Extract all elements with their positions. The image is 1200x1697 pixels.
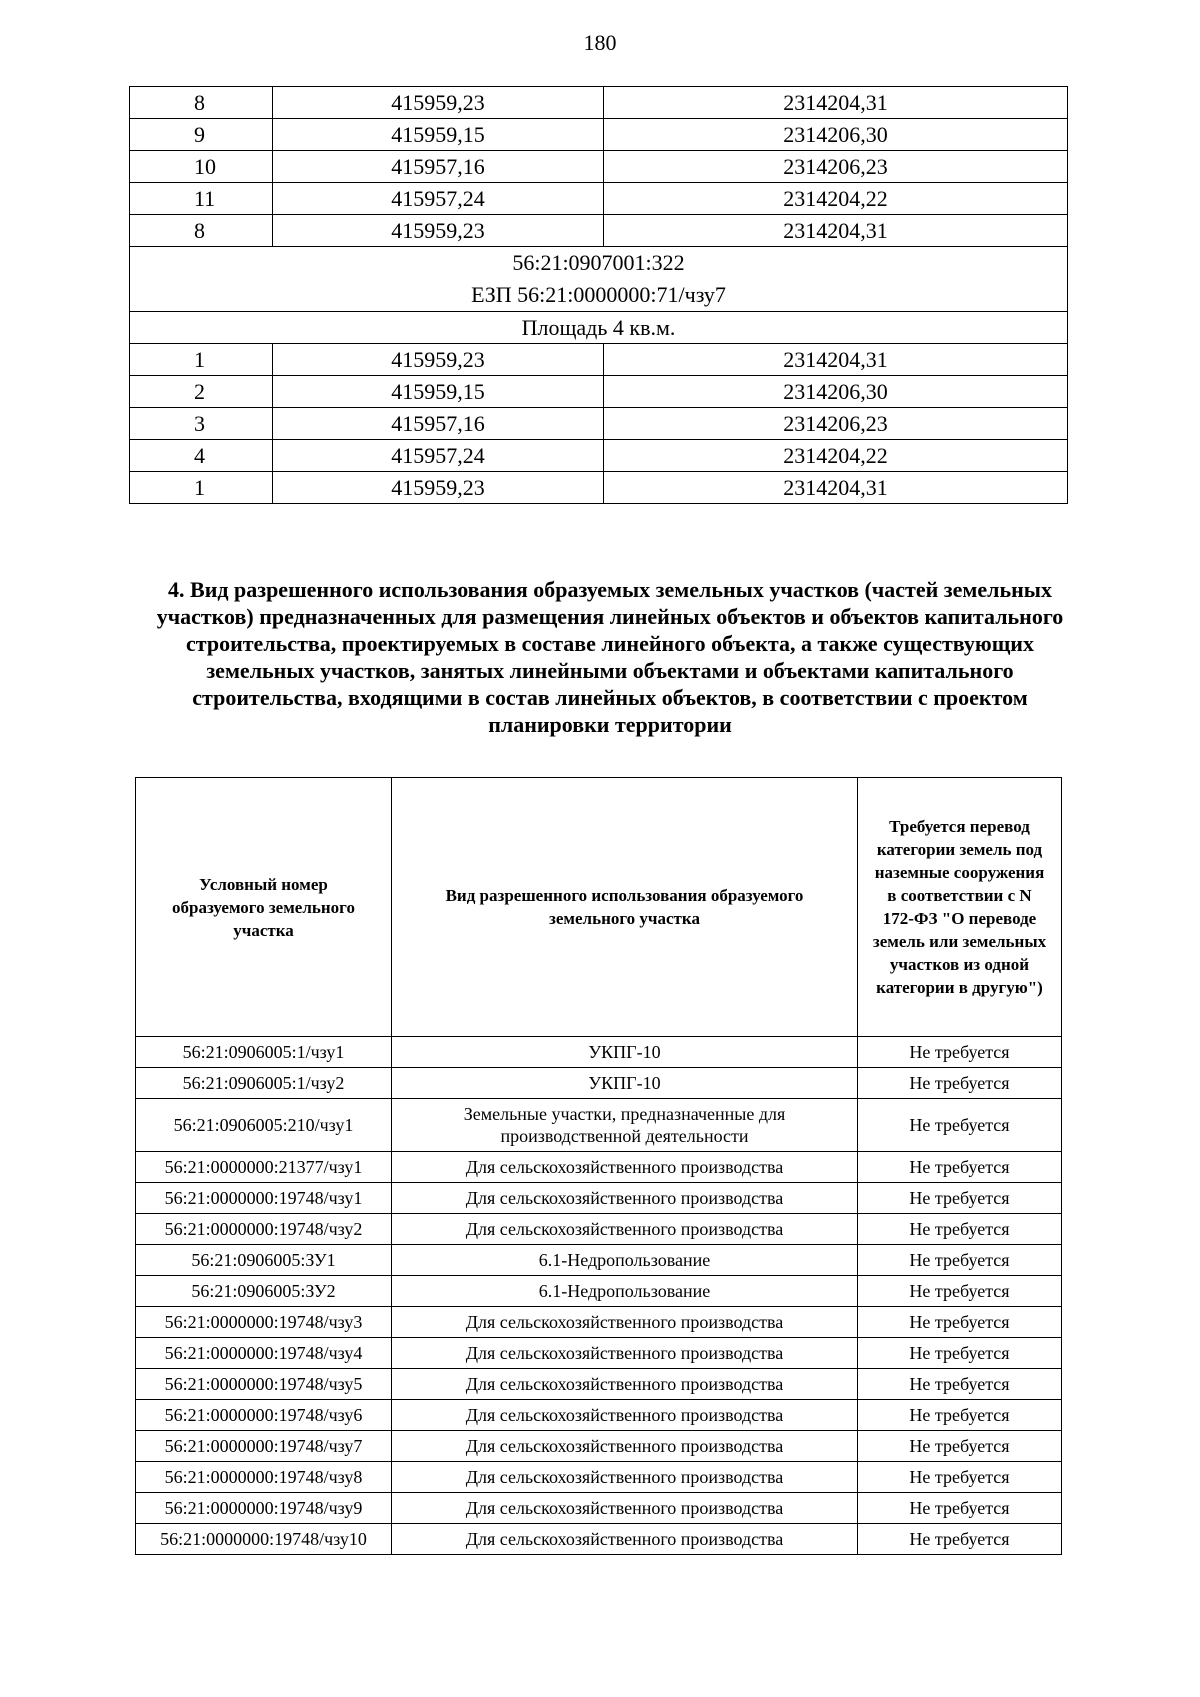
table-row [136, 1037, 1062, 1068]
coordinate-x: 415959,15 [273, 119, 604, 151]
coordinate-y: 2314204,31 [604, 344, 1068, 376]
point-number: 10 [130, 151, 273, 183]
permitted-use: Для сельскохозяйственного производства [392, 1338, 858, 1369]
parcel-number: 56:21:0906005:210/чзу1 [136, 1099, 392, 1152]
coordinate-y: 2314206,23 [604, 408, 1068, 440]
section-heading: 4. Вид разрешенного использования образуемых земельных участков (частей земельных участков) предназначенных для размещения линейных объектов и объектов капитального строительства, проектируемых в составе линейного объекта, а также существующих земельных участков, занятых линейными объектами и объектами капитального строительства, входящими в состав линейных объектов, в соответствии с проектом планировки территории [156, 577, 1064, 737]
permitted-use: Для сельскохозяйственного производства [392, 1307, 858, 1338]
coordinate-y: 2314206,30 [604, 376, 1068, 408]
table-row [130, 376, 1068, 408]
category-transfer: Не требуется [858, 1369, 1062, 1400]
category-transfer: Не требуется [858, 1307, 1062, 1338]
category-transfer: Не требуется [858, 1493, 1062, 1524]
coordinate-x: 415959,23 [273, 87, 604, 119]
parcel-number: 56:21:0000000:19748/чзу2 [136, 1214, 392, 1245]
coordinate-x: 415957,16 [273, 408, 604, 440]
parcel-number: 56:21:0000000:19748/чзу8 [136, 1462, 392, 1493]
coordinate-y: 2314206,30 [604, 119, 1068, 151]
table-row [130, 472, 1068, 504]
parcel-number: 56:21:0000000:19748/чзу1 [136, 1183, 392, 1214]
coordinate-y: 2314206,23 [604, 151, 1068, 183]
table-row [130, 87, 1068, 119]
table-row [130, 408, 1068, 440]
permitted-use: Для сельскохозяйственного производства [392, 1183, 858, 1214]
parcel-ezp: ЕЗП 56:21:0000000:71/чзу7 [471, 282, 726, 307]
point-number: 2 [130, 376, 273, 408]
category-transfer: Не требуется [858, 1152, 1062, 1183]
point-number: 8 [130, 215, 273, 247]
parcel-number: 56:21:0906005:ЗУ1 [136, 1245, 392, 1276]
category-transfer: Не требуется [858, 1462, 1062, 1493]
coordinate-y: 2314204,22 [604, 440, 1068, 472]
permitted-use: Земельные участки, предназначенные для производственной деятельности [392, 1099, 858, 1152]
parcel-area-row [130, 312, 1068, 344]
table-row [136, 1152, 1062, 1183]
category-transfer: Не требуется [858, 1099, 1062, 1152]
table-row [130, 440, 1068, 472]
table-row [136, 1099, 1062, 1152]
table-row [136, 1183, 1062, 1214]
category-transfer: Не требуется [858, 1037, 1062, 1068]
parcel-number: 56:21:0000000:19748/чзу3 [136, 1307, 392, 1338]
point-number: 4 [130, 440, 273, 472]
coordinate-y: 2314204,22 [604, 183, 1068, 215]
category-transfer: Не требуется [858, 1431, 1062, 1462]
coordinate-y: 2314204,31 [604, 472, 1068, 504]
parcel-cadastral-number: 56:21:0907001:322 [512, 250, 685, 275]
point-number: 11 [130, 183, 273, 215]
permitted-use: Для сельскохозяйственного производства [392, 1214, 858, 1245]
table-row [136, 1462, 1062, 1493]
header-parcel-number: Условный номер образуемого земельного участка [136, 778, 392, 1037]
point-number: 1 [130, 472, 273, 504]
parcel-area: Площадь 4 кв.м. [130, 312, 1068, 344]
parcel-number: 56:21:0000000:19748/чзу6 [136, 1400, 392, 1431]
header-category-transfer: Требуется перевод категории земель под наземные сооружения в соответствии с N 172-ФЗ "О переводе земель или земельных участков из одной категории в другую") [858, 778, 1062, 1037]
parcel-number: 56:21:0000000:19748/чзу10 [136, 1524, 392, 1555]
table-row [136, 1214, 1062, 1245]
permitted-use: Для сельскохозяйственного производства [392, 1462, 858, 1493]
category-transfer: Не требуется [858, 1400, 1062, 1431]
coordinate-x: 415957,24 [273, 440, 604, 472]
parcel-number: 56:21:0000000:19748/чзу4 [136, 1338, 392, 1369]
coordinate-x: 415957,16 [273, 151, 604, 183]
permitted-use: УКПГ-10 [392, 1068, 858, 1099]
page-number: 180 [583, 30, 617, 55]
permitted-use: Для сельскохозяйственного производства [392, 1152, 858, 1183]
parcel-number: 56:21:0000000:19748/чзу7 [136, 1431, 392, 1462]
parcel-number: 56:21:0000000:19748/чзу5 [136, 1369, 392, 1400]
parcel-identifier [130, 247, 1068, 312]
coordinates-table [129, 86, 1068, 504]
permitted-use: 6.1-Недропользование [392, 1276, 858, 1307]
parcel-number: 56:21:0000000:21377/чзу1 [136, 1152, 392, 1183]
category-transfer: Не требуется [858, 1245, 1062, 1276]
category-transfer: Не требуется [858, 1524, 1062, 1555]
parcel-header-row [130, 247, 1068, 312]
table-row [136, 1068, 1062, 1099]
parcel-number: 56:21:0906005:1/чзу1 [136, 1037, 392, 1068]
table-row [130, 215, 1068, 247]
table-row [130, 183, 1068, 215]
permitted-use: Для сельскохозяйственного производства [392, 1400, 858, 1431]
category-transfer: Не требуется [858, 1068, 1062, 1099]
parcel-number: 56:21:0906005:ЗУ2 [136, 1276, 392, 1307]
header-permitted-use: Вид разрешенного использования образуемого земельного участка [392, 778, 858, 1037]
table-row [136, 1338, 1062, 1369]
table-row [136, 1307, 1062, 1338]
permitted-use: Для сельскохозяйственного производства [392, 1524, 858, 1555]
permitted-use: Для сельскохозяйственного производства [392, 1431, 858, 1462]
coordinate-x: 415959,23 [273, 472, 604, 504]
table-row [130, 151, 1068, 183]
permitted-use: УКПГ-10 [392, 1037, 858, 1068]
table-row [136, 1431, 1062, 1462]
table-row [136, 1245, 1062, 1276]
category-transfer: Не требуется [858, 1214, 1062, 1245]
land-use-table [135, 777, 1062, 1555]
coordinate-y: 2314204,31 [604, 87, 1068, 119]
point-number: 8 [130, 87, 273, 119]
permitted-use: 6.1-Недропользование [392, 1245, 858, 1276]
table-row [130, 344, 1068, 376]
table-row [136, 1400, 1062, 1431]
coordinate-x: 415959,15 [273, 376, 604, 408]
permitted-use: Для сельскохозяйственного производства [392, 1369, 858, 1400]
category-transfer: Не требуется [858, 1338, 1062, 1369]
coordinate-y: 2314204,31 [604, 215, 1068, 247]
table-row [136, 1369, 1062, 1400]
permitted-use: Для сельскохозяйственного производства [392, 1493, 858, 1524]
point-number: 3 [130, 408, 273, 440]
table-header-row [136, 778, 1062, 1037]
table-row [136, 1524, 1062, 1555]
parcel-number: 56:21:0906005:1/чзу2 [136, 1068, 392, 1099]
coordinate-x: 415959,23 [273, 344, 604, 376]
category-transfer: Не требуется [858, 1183, 1062, 1214]
coordinate-x: 415957,24 [273, 183, 604, 215]
parcel-number: 56:21:0000000:19748/чзу9 [136, 1493, 392, 1524]
point-number: 9 [130, 119, 273, 151]
table-row [136, 1493, 1062, 1524]
table-row [130, 119, 1068, 151]
point-number: 1 [130, 344, 273, 376]
coordinate-x: 415959,23 [273, 215, 604, 247]
category-transfer: Не требуется [858, 1276, 1062, 1307]
table-row [136, 1276, 1062, 1307]
